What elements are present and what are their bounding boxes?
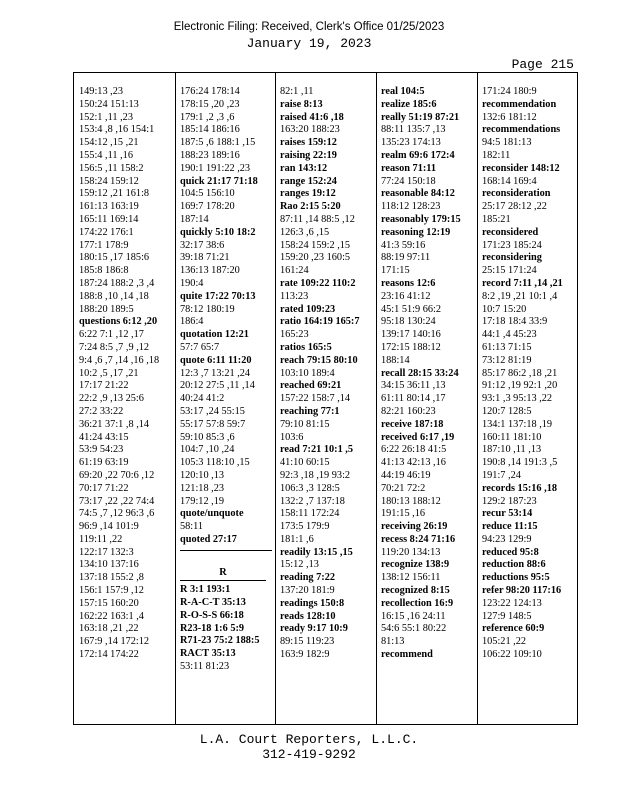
index-entry-line: 154:12 ,15 ,21 [79, 137, 139, 149]
index-entry-term: raising 22:19 [280, 149, 337, 161]
index-entry-term: rate 109:22 110:2 [280, 277, 356, 289]
index-entry-line: 119:11 ,22 [79, 533, 123, 545]
index-entry-line: 7:24 8:5 ,7 ,9 ,12 [79, 341, 150, 353]
index-entry-line: 96:9 ,14 101:9 [79, 521, 139, 533]
index-entry-line: 92:3 ,18 ,19 93:2 [280, 469, 351, 481]
index-entry-term: quote/unquote [180, 508, 244, 520]
index-entry-line: 159:20 ,23 160:5 [280, 252, 351, 264]
index-entry-line: 106:3 ,3 128:5 [280, 482, 340, 494]
index-entry-term: reasonable 84:12 [381, 188, 455, 200]
index-entry-line: 174:22 176:1 [79, 226, 134, 238]
index-entry-term: reconsidered [482, 226, 539, 238]
index-entry-line: 87:11 ,14 88:5 ,12 [280, 213, 355, 225]
index-entry-term: ratios 165:5 [280, 341, 332, 353]
index-entry-term: recognize 138:9 [381, 559, 450, 571]
index-entry-term: recommend [381, 649, 433, 661]
index-column-4 [381, 86, 461, 662]
index-entry-line: 126:3 ,6 ,15 [280, 226, 330, 238]
index-entry-line: 150:24 151:13 [79, 98, 139, 110]
index-entry-line: 58:11 [180, 521, 204, 533]
index-entry-line: 61:13 71:15 [482, 341, 532, 353]
index-entry-line: 157:22 158:7 ,14 [280, 393, 351, 405]
index-entry-term: R 3:1 193:1 [180, 584, 231, 596]
index-entry-term: R-A-C-T 35:13 [180, 597, 246, 609]
index-entry-line: 95:18 130:24 [381, 316, 436, 328]
index-entry-term: realm 69:6 172:4 [381, 149, 455, 161]
index-entry-line: 25:15 171:24 [482, 265, 537, 277]
index-entry-term: R-O-S-S 66:18 [180, 609, 244, 621]
index-entry-term: reasons 12:6 [381, 277, 436, 289]
index-column-3 [280, 86, 360, 662]
index-entry-line: 179:1 ,2 ,3 ,6 [180, 111, 235, 123]
index-entry-term: reconsider 148:12 [482, 162, 560, 174]
index-entry-line: 74:5 ,7 ,12 96:3 ,6 [79, 508, 155, 520]
index-entry-line: 138:12 156:11 [381, 572, 441, 584]
index-entry-line: 171:15 [381, 265, 410, 277]
index-column-2 [180, 86, 272, 674]
index-entry-line: 57:7 65:7 [180, 341, 220, 353]
index-entry-line: 179:12 ,19 [180, 495, 225, 507]
index-entry-line: 190:1 191:22 ,23 [180, 162, 251, 174]
index-entry-term: real 104:5 [381, 86, 425, 97]
index-entry-line: 137:18 155:2 ,8 [79, 572, 144, 584]
index-entry-line: 173:5 179:9 [280, 521, 330, 533]
index-entry-line: 181:1 ,6 [280, 533, 314, 545]
index-entry-term: recognized 8:15 [381, 585, 450, 597]
footer-company: L.A. Court Reporters, L.L.C. [199, 732, 419, 747]
index-entry-term: raises 159:12 [280, 137, 337, 149]
index-entry-line: 70:21 72:2 [381, 482, 426, 494]
index-entry-line: 105:21 ,22 [482, 636, 527, 648]
index-entry-line: 104:7 ,10 ,24 [180, 444, 235, 456]
index-entry-line: 89:15 119:23 [280, 636, 335, 648]
index-entry-line: 165:23 [280, 329, 309, 341]
index-entry-line: 41:24 43:15 [79, 431, 129, 443]
index-entry-line: 153:4 ,8 ,16 154:1 [79, 124, 155, 136]
index-entry-line: 41:3 59:16 [381, 239, 426, 251]
index-entry-line: 165:11 169:14 [79, 213, 139, 225]
index-entry-line: 119:20 134:13 [381, 546, 441, 558]
index-entry-term: reason 71:11 [381, 162, 437, 174]
index-entry-line: 77:24 150:18 [381, 175, 436, 187]
index-entry-line: 156:1 157:9 ,12 [79, 585, 144, 597]
index-entry-line: 122:17 132:3 [79, 546, 134, 558]
index-entry-term: readily 13:15 ,15 [280, 546, 353, 558]
index-entry-term: quick 21:17 71:18 [180, 175, 258, 187]
index-entry-term: raised 41:6 ,18 [280, 111, 344, 123]
index-entry-term: questions 6:12 ,20 [79, 316, 158, 328]
index-entry-line: 178:15 ,20 ,23 [180, 98, 240, 110]
index-entry-term: records 15:16 ,18 [482, 482, 558, 494]
index-entry-line: 73:12 81:19 [482, 354, 532, 366]
index-entry-line: 191:7 ,24 [482, 469, 521, 481]
index-entry-line: 167:9 ,14 172:12 [79, 636, 150, 648]
index-entry-line: 191:15 ,16 [381, 508, 426, 520]
index-entry-line: 172:15 188:12 [381, 341, 441, 353]
index-entry-term: reaching 77:1 [280, 405, 340, 417]
index-entry-term: really 51:19 87:21 [381, 111, 460, 123]
index-entry-term: recur 53:14 [482, 508, 533, 520]
column-divider [175, 73, 176, 724]
index-entry-line: 69:20 ,22 70:6 ,12 [79, 469, 155, 481]
index-entry-line: 139:17 140:16 [381, 329, 441, 341]
index-entry-line: 171:24 180:9 [482, 86, 537, 97]
index-entry-line: 54:6 55:1 80:22 [381, 623, 447, 635]
index-entry-line: 188:20 189:5 [79, 303, 134, 315]
index-entry-line: 120:10 ,13 [180, 469, 225, 481]
index-entry-term: ran 143:12 [280, 162, 328, 174]
index-entry-term: reconsideration [482, 188, 551, 200]
index-entry-term: record 7:11 ,14 ,21 [482, 277, 563, 289]
index-entry-line: 22:2 ,9 ,13 25:6 [79, 393, 144, 405]
index-entry-line: 53:9 54:23 [79, 444, 124, 456]
index-entry-term: ranges 19:12 [280, 188, 336, 200]
index-entry-line: 152:1 ,11 ,23 [79, 111, 133, 123]
section-divider [180, 550, 272, 564]
index-entry-line: 190:4 [180, 277, 204, 289]
index-entry-line: 8:2 ,19 ,21 10:1 ,4 [482, 290, 558, 302]
index-entry-line: 161:24 [280, 265, 309, 277]
index-entry-line: 40:24 41:2 [180, 393, 225, 405]
index-entry-term: read 7:21 10:1 ,5 [280, 444, 354, 456]
index-entry-line: 158:24 159:2 ,15 [280, 239, 351, 251]
index-entry-line: 20:12 27:5 ,11 ,14 [180, 380, 255, 392]
index-entry-line: 136:13 187:20 [180, 265, 240, 277]
index-entry-term: quite 17:22 70:13 [180, 290, 256, 302]
index-entry-line: 156:5 ,11 158:2 [79, 162, 144, 174]
index-entry-line: 16:15 ,16 24:11 [381, 610, 446, 622]
index-entry-term: reduced 95:8 [482, 546, 539, 558]
index-entry-line: 160:11 181:10 [482, 431, 542, 443]
column-divider [376, 73, 377, 724]
section-letter-heading: R [180, 567, 266, 581]
index-entry-line: 172:14 174:22 [79, 649, 139, 661]
index-entry-line: 121:18 ,23 [180, 482, 225, 494]
index-entry-line: 53:11 81:23 [180, 661, 230, 673]
index-entry-line: 61:19 63:19 [79, 457, 129, 469]
index-entry-term: reconsidering [482, 252, 542, 264]
index-entry-term: R23-18 1:6 5:9 [180, 622, 245, 634]
column-divider [275, 73, 276, 724]
index-entry-line: 91:12 ,19 92:1 ,20 [482, 380, 558, 392]
index-entry-line: 34:15 36:11 ,13 [381, 380, 446, 392]
index-entry-line: 162:22 163:1 ,4 [79, 610, 144, 622]
index-entry-term: ratio 164:19 165:7 [280, 316, 360, 328]
index-entry-line: 188:23 189:16 [180, 149, 240, 161]
index-entry-line: 88:19 97:11 [381, 252, 431, 264]
index-entry-line: 70:17 71:22 [79, 482, 129, 494]
index-entry-term: reasonably 179:15 [381, 213, 461, 225]
index-entry-line: 132:6 181:12 [482, 111, 537, 123]
index-entry-line: 61:11 80:14 ,17 [381, 393, 446, 405]
index-entry-term: reduction 88:6 [482, 559, 546, 571]
index-entry-line: 135:23 174:13 [381, 137, 441, 149]
index-entry-line: 185:21 [482, 213, 511, 225]
index-entry-line: 129:2 187:23 [482, 495, 537, 507]
index-entry-term: recall 28:15 33:24 [381, 367, 459, 379]
index-entry-line: 187:14 [180, 213, 209, 225]
index-entry-term: range 152:24 [280, 175, 337, 187]
index-entry-line: 59:10 85:3 ,6 [180, 431, 235, 443]
index-entry-line: 27:2 33:22 [79, 405, 124, 417]
index-entry-line: 10:2 ,5 ,17 ,21 [79, 367, 139, 379]
index-entry-line: 187:24 188:2 ,3 ,4 [79, 277, 155, 289]
index-entry-line: 118:12 128:23 [381, 201, 441, 213]
index-entry-line: 53:17 ,24 55:15 [180, 405, 245, 417]
index-entry-line: 159:12 ,21 161:8 [79, 188, 150, 200]
index-entry-term: Rao 2:15 5:20 [280, 201, 341, 213]
index-entry-line: 79:10 81:15 [280, 418, 330, 430]
index-entry-line: 188:8 ,10 ,14 ,18 [79, 290, 149, 302]
index-entry-term: RACT 35:13 [180, 648, 236, 660]
index-entry-line: 104:5 156:10 [180, 188, 235, 200]
transcript-date: January 19, 2023 [246, 36, 372, 51]
index-entry-term: receive 187:18 [381, 418, 444, 430]
footer-phone: 312-419-9292 [262, 747, 356, 762]
index-entry-line: 15:12 ,13 [280, 559, 319, 571]
index-entry-line: 94:23 129:9 [482, 533, 532, 545]
index-entry-line: 163:18 ,21 ,22 [79, 623, 139, 635]
filing-stamp: Electronic Filing: Received, Clerk's Office 01/25/2023 [173, 21, 445, 33]
index-entry-term: recommendations [482, 124, 561, 136]
index-entry-line: 187:5 ,6 188:1 ,15 [180, 137, 256, 149]
index-entry-term: received 6:17 ,19 [381, 431, 455, 443]
index-entry-term: quoted 27:17 [180, 533, 237, 545]
index-entry-line: 17:17 21:22 [79, 380, 129, 392]
index-entry-line: 132:2 ,7 137:18 [280, 495, 345, 507]
index-entry-term: receiving 26:19 [381, 521, 448, 533]
index-entry-line: 149:13 ,23 [79, 86, 124, 97]
index-entry-line: 41:13 42:13 ,16 [381, 457, 446, 469]
index-entry-line: 81:13 [381, 636, 405, 648]
index-entry-line: 9:4 ,6 ,7 ,14 ,16 ,18 [79, 354, 160, 366]
index-entry-term: recommendation [482, 98, 557, 110]
index-entry-line: 12:3 ,7 13:21 ,24 [180, 367, 251, 379]
index-entry-line: 106:22 109:10 [482, 649, 542, 661]
index-entry-term: reads 128:10 [280, 610, 336, 622]
index-entry-line: 186:4 [180, 316, 204, 328]
index-entry-line: 157:15 160:20 [79, 597, 139, 609]
index-entry-term: realize 185:6 [381, 98, 437, 110]
index-entry-term: reasoning 12:19 [381, 226, 451, 238]
index-entry-line: 168:14 169:4 [482, 175, 537, 187]
index-entry-line: 169:7 178:20 [180, 201, 235, 213]
index-entry-line: 25:17 28:12 ,22 [482, 201, 547, 213]
index-entry-line: 177:1 178:9 [79, 239, 129, 251]
index-entry-line: 182:11 [482, 149, 511, 161]
index-entry-term: readings 150:8 [280, 597, 345, 609]
index-entry-term: reduce 11:15 [482, 521, 538, 533]
index-entry-line: 134:1 137:18 ,19 [482, 418, 553, 430]
index-entry-term: recess 8:24 71:16 [381, 533, 456, 545]
index-entry-line: 39:18 71:21 [180, 252, 230, 264]
index-entry-line: 88:11 135:7 ,13 [381, 124, 446, 136]
index-column-5 [482, 86, 563, 662]
index-entry-term: recollection 16:9 [381, 597, 454, 609]
index-entry-line: 78:12 180:19 [180, 303, 235, 315]
index-frame [73, 72, 578, 725]
index-entry-term: reading 7:22 [280, 572, 336, 584]
index-entry-term: R71-23 75:2 188:5 [180, 635, 260, 647]
index-entry-line: 36:21 37:1 ,8 ,14 [79, 418, 150, 430]
index-entry-line: 41:10 60:15 [280, 457, 330, 469]
index-entry-term: reference 60:9 [482, 623, 545, 635]
index-entry-line: 158:11 172:24 [280, 508, 340, 520]
index-entry-term: reached 69:21 [280, 380, 342, 392]
index-entry-line: 6:22 7:1 ,12 ,17 [79, 329, 144, 341]
index-entry-line: 94:5 181:13 [482, 137, 532, 149]
index-entry-line: 158:24 159:12 [79, 175, 139, 187]
index-entry-term: raise 8:13 [280, 98, 323, 110]
index-entry-term: reductions 95:5 [482, 572, 550, 584]
index-entry-line: 82:1 ,11 [280, 86, 314, 97]
index-entry-line: 120:7 128:5 [482, 405, 532, 417]
index-entry-line: 161:13 163:19 [79, 201, 139, 213]
index-entry-line: 105:3 118:10 ,15 [180, 457, 250, 469]
index-entry-line: 171:23 185:24 [482, 239, 542, 251]
index-entry-line: 6:22 26:18 41:5 [381, 444, 447, 456]
index-entry-line: 180:15 ,17 185:6 [79, 252, 150, 264]
index-entry-line: 185:14 186:16 [180, 124, 240, 136]
index-entry-line: 44:19 46:19 [381, 469, 431, 481]
index-entry-line: 113:23 [280, 290, 309, 302]
index-entry-line: 185:8 186:8 [79, 265, 129, 277]
index-entry-line: 85:17 86:2 ,18 ,21 [482, 367, 558, 379]
index-entry-line: 134:10 137:16 [79, 559, 139, 571]
index-entry-line: 93:1 ,3 95:13 ,22 [482, 393, 553, 405]
index-entry-line: 188:14 [381, 354, 410, 366]
index-entry-line: 127:9 148:5 [482, 610, 532, 622]
index-entry-line: 180:13 188:12 [381, 495, 441, 507]
index-entry-line: 123:22 124:13 [482, 597, 542, 609]
index-entry-term: quotation 12:21 [180, 329, 249, 341]
index-entry-line: 73:17 ,22 ,22 74:4 [79, 495, 155, 507]
index-entry-line: 45:1 51:9 66:2 [381, 303, 442, 315]
index-entry-line: 176:24 178:14 [180, 86, 240, 97]
index-entry-line: 155:4 ,11 ,16 [79, 149, 133, 161]
index-entry-line: 163:20 188:23 [280, 124, 340, 136]
index-entry-line: 103:6 [280, 431, 304, 443]
index-entry-term: quote 6:11 11:20 [180, 354, 252, 366]
index-entry-line: 137:20 181:9 [280, 585, 335, 597]
page-number: Page 215 [511, 57, 574, 72]
index-entry-line: 44:1 ,4 45:23 [482, 329, 537, 341]
index-entry-line: 23:16 41:12 [381, 290, 431, 302]
index-entry-term: ready 9:17 10:9 [280, 623, 348, 635]
index-entry-line: 190:8 ,14 191:3 ,5 [482, 457, 558, 469]
index-entry-term: reach 79:15 80:10 [280, 354, 358, 366]
index-column-1 [79, 86, 159, 662]
index-entry-line: 187:10 ,11 ,13 [482, 444, 542, 456]
index-entry-term: quickly 5:10 18:2 [180, 226, 256, 238]
index-entry-line: 163:9 182:9 [280, 649, 330, 661]
column-divider [477, 73, 478, 724]
index-entry-line: 82:21 160:23 [381, 405, 436, 417]
index-entry-line: 10:7 15:20 [482, 303, 527, 315]
index-entry-line: 55:17 57:8 59:7 [180, 418, 246, 430]
index-entry-line: 32:17 38:6 [180, 239, 225, 251]
index-entry-line: 103:10 189:4 [280, 367, 335, 379]
index-entry-line: 17:18 18:4 33:9 [482, 316, 548, 328]
index-entry-term: rated 109:23 [280, 303, 336, 315]
index-entry-term: refer 98:20 117:16 [482, 585, 562, 597]
